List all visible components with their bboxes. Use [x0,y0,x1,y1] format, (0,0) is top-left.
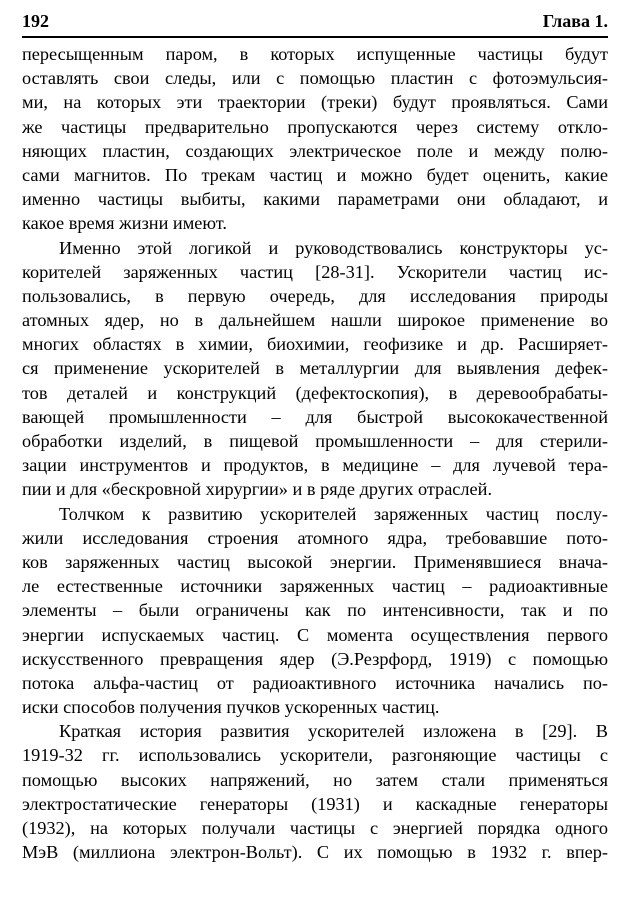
paragraph [22,719,608,864]
text-line: жили исследования строения атомного ядра, требовавшие пото- [22,527,608,548]
running-header [22,11,608,37]
text-line: энергии испускаемых частиц. С момента осуществления первого [22,624,608,645]
text-line: помощью высоких напряжений, но затем стали применяться [22,769,608,790]
text-line: искусственного превращения ядер (Э.Резрфорд, 1919) с помощью [22,648,608,669]
text-line: именно частицы выбиты, какими параметрами они обладают, и [22,189,608,210]
paragraph [22,236,608,502]
text-line: тов деталей и конструкций (дефектоскопия), в деревообрабаты- [22,382,608,403]
text-line: Толчком к развитию ускорителей заряженных частиц послу- [59,503,608,524]
text-line: Краткая история развития ускорителей изложена в [29]. В [59,721,608,742]
body-text [22,42,608,864]
page-number: 192 [22,11,49,31]
text-line: потока альфа-частиц от радиоактивного источника начались по- [22,672,608,693]
text-line: ле естественные источники заряженных частиц – радиоактивные [22,576,608,597]
text-line: какое время жизни имеют. [22,213,227,234]
text-line: атомных ядер, но в дальнейшем нашли широкое применение во [22,310,608,331]
text-line: 1919-32 гг. использовались ускорители, разгоняющие частицы с [22,745,608,766]
text-line: няющих пластин, создающих электрическое поле и между полю- [22,140,608,161]
text-line: иски способов получения пучков ускоренных частиц. [22,697,440,718]
text-line: электростатические генераторы (1931) и каскадные генераторы [22,793,608,814]
text-line: Именно этой логикой и руководствовались конструкторы ус- [59,237,608,258]
chapter-title: Глава 1. [542,11,608,31]
text-line: пересыщенным паром, в которых испущенные частицы будут [22,44,608,64]
text-line: обработки изделий, в пищевой промышленности – для стерили- [22,431,608,451]
text-line: же частицы предварительно пропускаются через систему откло- [22,116,608,137]
text-line: ми, на которых эти траектории (треки) будут проявляться. Сами [22,92,608,113]
text-line: оставлять свои следы, или с помощью пластин с фотоэмульсия- [22,68,608,89]
text-line: пии и для «бескровной хирургии» и в ряде других отраслей. [22,479,493,500]
text-line: вающей промышленности – для быстрой высококачественной [22,406,608,427]
text-line: (1932), на которых получали частицы с энергией порядка одного [22,818,608,838]
text-line: сами магнитов. По трекам частиц и можно будет оценить, какие [22,164,608,185]
text-line: корителей заряженных частиц [28-31]. Ускорители частиц ис- [22,261,608,282]
text-line: зации инструментов и продуктов, в медицине – для лучевой тера- [22,455,608,476]
header-rule [22,36,608,38]
text-line: элементы – были ограничены как по интенсивности, так и по [22,600,608,621]
text-line: ся применение ускорителей в металлургии для выявления дефек- [22,358,608,379]
paragraph [22,42,608,236]
text-line: пользовались, в первую очередь, для исследования природы [22,285,608,306]
paragraph [22,502,608,720]
text-line: МэВ (миллиона электрон-Вольт). С их помощью в 1932 г. впер- [22,842,608,863]
text-line: многих областях в химии, биохимии, геофизике и др. Расширяет- [22,334,608,355]
text-line: ков заряженных частиц высокой энергии. Применявшиеся внача- [22,551,608,572]
